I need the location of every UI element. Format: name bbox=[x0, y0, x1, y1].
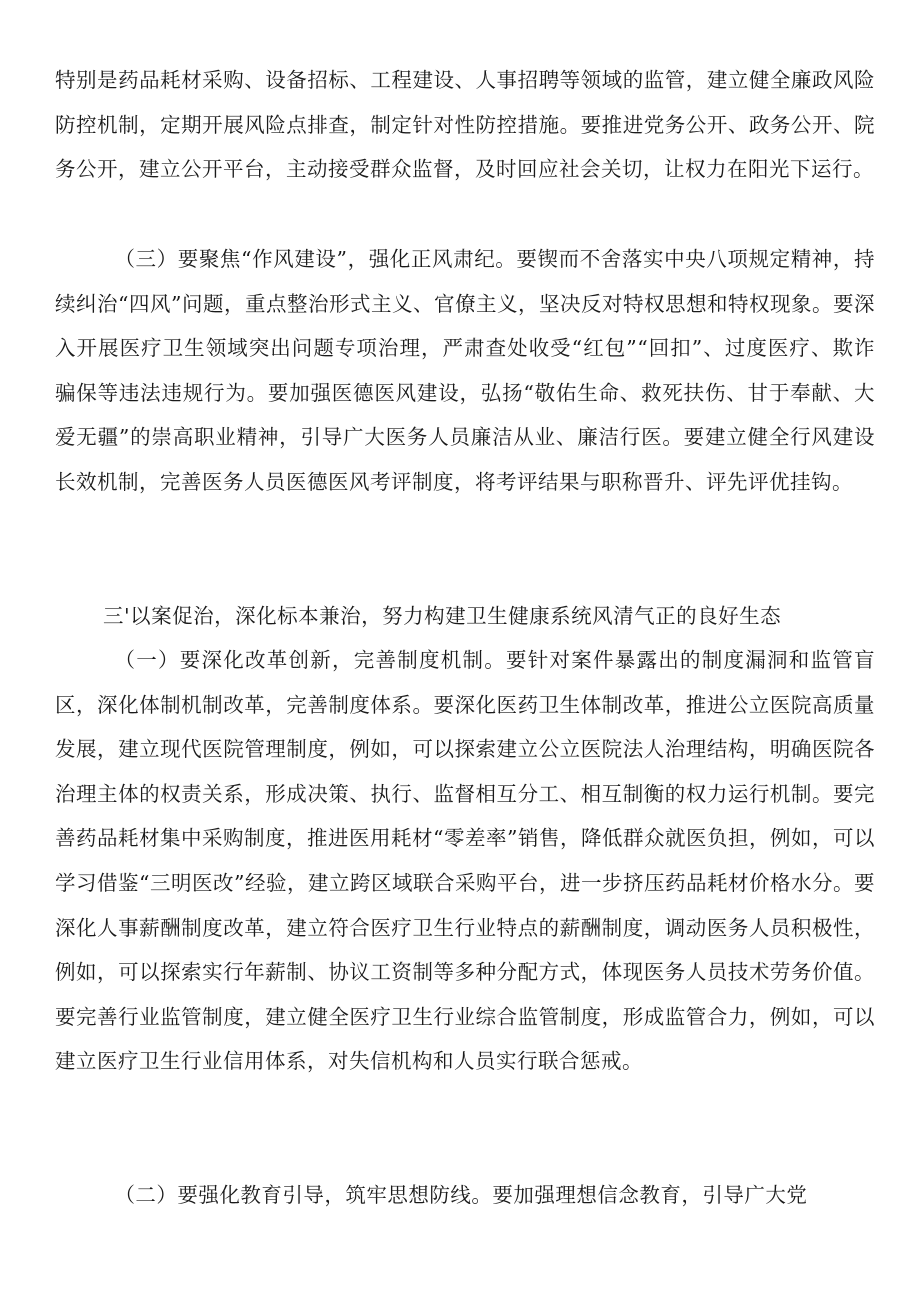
paragraph-work-style: （三）要聚焦“作风建设”，强化正风肃纪。要锲而不舍落实中央八项规定精神，持续纠治“四风”问题，重点整治形式主义、官僚主义，坚决反对特权思想和特权现象。要深入开展医疗卫生领域突出问题专项治理，严肃查处收受“红包”“回扣”、过度医疗、欺诈骗保等违法违规行为。要加强医德医风建设，弘扬“敬佑生命、救死扶伤、甘于奉献、大爱无疆”的崇高职业精神，引导广大医务人员廉洁从业、廉洁行医。要建立健全行风建设长效机制，完善医务人员医德医风考评制度，将考评结果与职称晋升、评先评优挂钩。 bbox=[55, 247, 875, 494]
paragraph-risk-control: 特别是药品耗材采购、设备招标、工程建设、人事招聘等领域的监管，建立健全廉政风险防控机制，定期开展风险点排查，制定针对性防控措施。要推进党务公开、政务公开、院务公开，建立公开平台，主动接受群众监督，及时回应社会关切，让权力在阳光下运行。 bbox=[55, 68, 875, 182]
section-heading-three: 三'以案促治，深化标本兼治，努力构建卫生健康系统风清气正的良好生态 bbox=[103, 604, 782, 628]
paragraph-reform-innovation: （一）要深化改革创新，完善制度机制。要针对案件暴露出的制度漏洞和监管盲区，深化体制机制改革，完善制度体系。要深化医药卫生体制改革，推进公立医院高质量发展，建立现代医院管理制度，例如，可以探索建立公立医院法人治理结构，明确医院各治理主体的权责关系，形成决策、执行、监督相互分工、相互制衡的权力运行机制。要完善药品耗材集中采购制度，推进医用耗材“零差率”销售，降低群众就医负担，例如，可以学习借鉴“三明医改”经验，建立跨区域联合采购平台，进一步挤压药品耗材价格水分。要深化人事薪酬制度改革，建立符合医疗卫生行业特点的薪酬制度，调动医务人员积极性，例如，可以探索实行年薪制、协议工资制等多种分配方式，体现医务人员技术劳务价值。要完善行业监管制度，建立健全医疗卫生行业综合监管制度，形成监管合力，例如，可以建立医疗卫生行业信用体系，对失信机构和人员实行联合惩戒。 bbox=[55, 648, 875, 1074]
paragraph-education-guidance: （二）要强化教育引导，筑牢思想防线。要加强理想信念教育，引导广大党 bbox=[114, 1183, 808, 1207]
